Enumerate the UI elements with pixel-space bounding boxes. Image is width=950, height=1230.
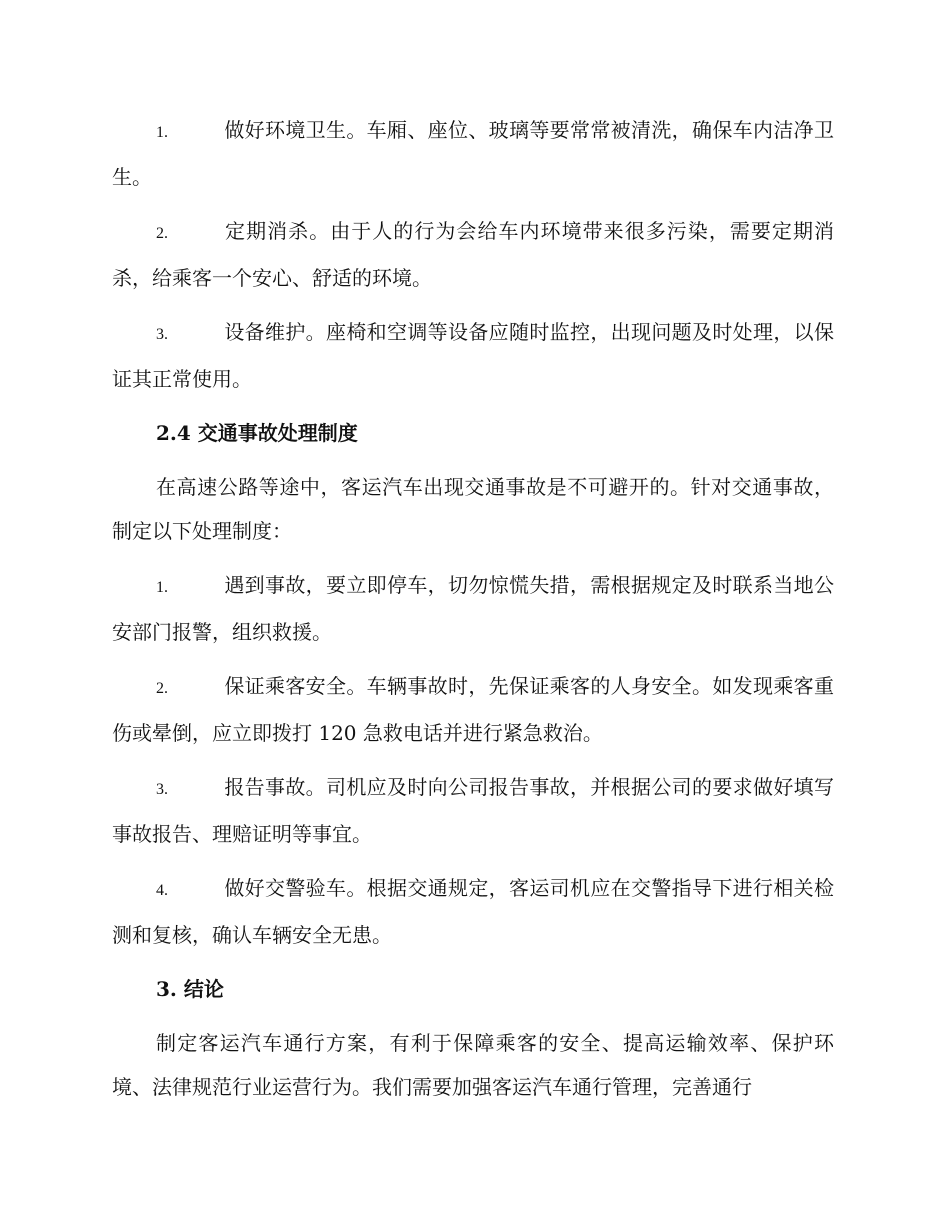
list-text: 遇到事故，要立即停车，切勿惊慌失措，需根据规定及时联系当地公安部门报警，组织救援。 — [112, 573, 834, 644]
list-text: 做好环境卫生。车厢、座位、玻璃等要常常被清洗，确保车内洁净卫生。 — [112, 118, 834, 189]
list-number: 3. — [156, 326, 168, 343]
list-number: 1. — [156, 579, 168, 596]
paragraph-conclusion: 制定客运汽车通行方案，有利于保障乘客的安全、提高运输效率、保护环境、法律规范行业运营行为。我们需要加强客运汽车通行管理，完善通行 — [112, 1031, 834, 1099]
list-item — [112, 310, 834, 401]
list-item — [112, 108, 834, 199]
list-number: 1. — [156, 124, 168, 141]
list-item — [112, 563, 834, 654]
document-page — [112, 108, 834, 1119]
list-text: 报告事故。司机应及时向公司报告事故，并根据公司的要求做好填写事故报告、理赔证明等事宜。 — [112, 775, 834, 846]
list-item — [112, 765, 834, 856]
list-item — [112, 209, 834, 300]
paragraph-accident-intro: 在高速公路等途中，客运汽车出现交通事故是不可避开的。针对交通事故，制定以下处理制度： — [112, 475, 834, 543]
list-item — [112, 866, 834, 957]
list-text: 保证乘客安全。车辆事故时，先保证乘客的人身安全。如发现乘客重伤或晕倒，应立即拨打 120 急救电话并进行紧急救治。 — [112, 674, 834, 745]
section-heading-conclusion: 3. 结论 — [156, 977, 224, 1001]
section-heading-accident: 2.4 交通事故处理制度 — [156, 421, 358, 445]
list-text: 定期消杀。由于人的行为会给车内环境带来很多污染，需要定期消杀，给乘客一个安心、舒适的环境。 — [112, 219, 834, 290]
list-number: 3. — [156, 781, 168, 798]
list-text: 做好交警验车。根据交通规定，客运司机应在交警指导下进行相关检测和复核，确认车辆安全无患。 — [112, 876, 834, 947]
list-number: 4. — [156, 882, 168, 899]
list-text: 设备维护。座椅和空调等设备应随时监控，出现问题及时处理，以保证其正常使用。 — [112, 320, 834, 391]
list-item — [112, 664, 834, 755]
list-number: 2. — [156, 225, 168, 242]
list-number: 2. — [156, 680, 168, 697]
